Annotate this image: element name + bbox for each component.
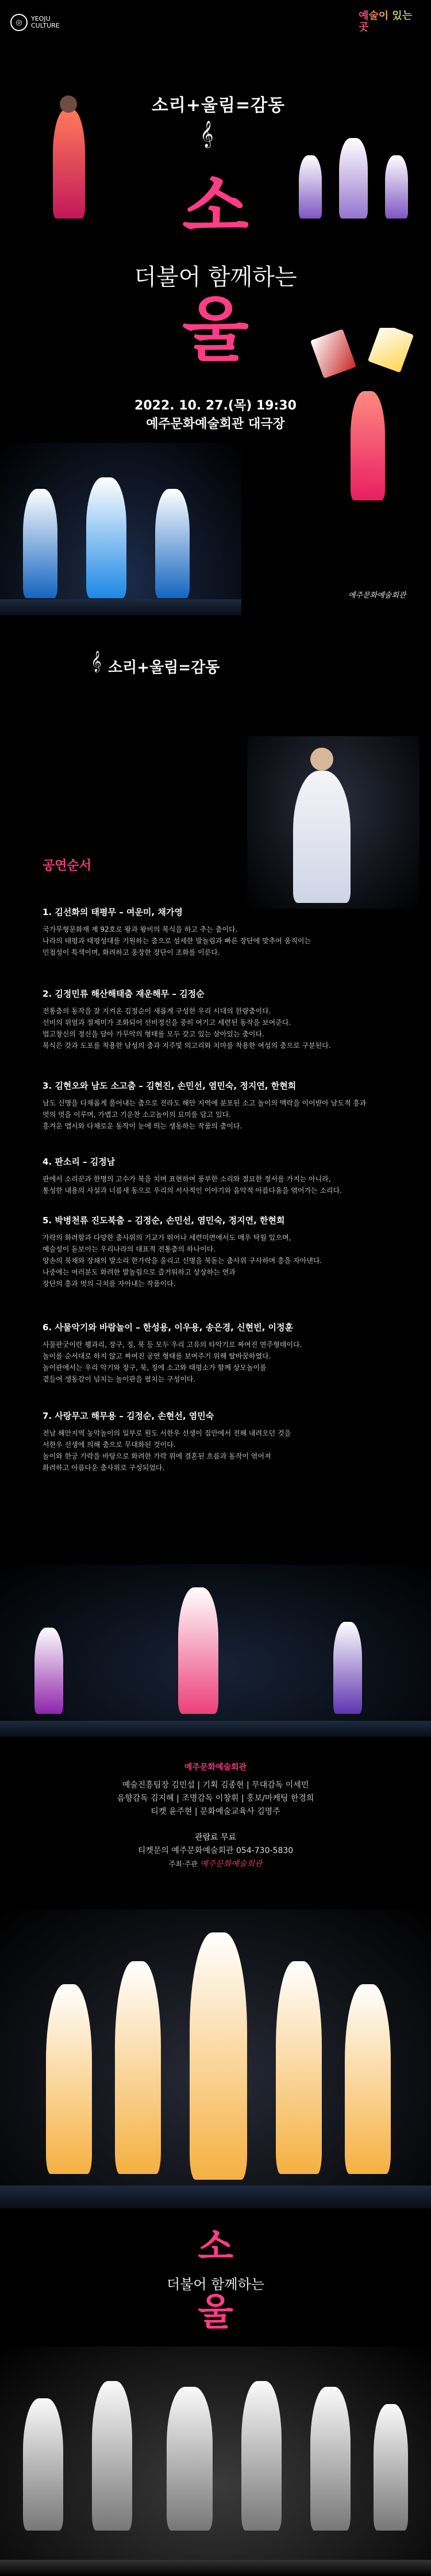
- program-item-title: 2. 김정민류 해산해태춤 재운해무 – 김정순: [43, 989, 205, 999]
- program-item-title: 3. 김현오와 남도 소고춤 – 김현진, 손민선, 염민숙, 정지연, 한현희: [43, 1081, 297, 1091]
- closing-title-so: 소: [198, 2226, 233, 2268]
- dancer-photo-flags: [310, 328, 420, 500]
- brand-logo-text: 예술이 있는 곳: [359, 10, 422, 36]
- credits-block: [0, 1761, 431, 1871]
- closing-photo-grayscale: [0, 2347, 431, 2576]
- logo-mark-icon: ◎: [10, 14, 28, 31]
- program-item: [43, 988, 399, 1051]
- title-subtitle: 더불어 함께하는: [134, 264, 297, 290]
- program-item: [43, 1080, 399, 1132]
- program-item-desc: 국가무형문화재 제 92호로 왕과 왕비의 복식을 하고 추는 춤이다. 나라의 태평과 태평성대를 기원하는 춤으로 섬세한 발놀림과 빠른 장단에 맞추어 움직이는 민첩성이 특색이며, 화려하고 웅장한 장단이 조화를 이룬다.: [43, 925, 311, 956]
- credits-org: 예주문화예술회관: [184, 1763, 247, 1772]
- event-venue: 예주문화예술회관 대극장: [146, 417, 285, 431]
- program-item-desc: 판에서 소리꾼과 한명의 고수가 북을 치며 표현하여 풍부한 소리와 절묘한 정서를 가지는 아니라, 통성한 내용의 사설과 너름새 동으로 우리의 서사적인 이야기와 음악적 아름다움을 엮어가는 소리다.: [43, 1175, 343, 1195]
- program-item: [43, 1156, 399, 1196]
- program-item-desc: 전통춤의 동작을 잘 지켜온 김정순이 새롭게 구성한 우리 시대의 한량춤이다. 선비의 위엄과 절제미가 조화되어 선비정신을 중히 여기고 세련된 동작을 보여준다. 법고창신의 정신을 담아 가무악의 형태를 모두 갖고 있는 살아있는 춤이다. 복식은 갓과 도포를 착용한 남성의 춤과 지주빛 의고리와 치마를 착용한 여성의 춤으로 구분된다.: [43, 1007, 331, 1050]
- program-item-title: 6. 사물악기와 바람놀이 – 한성용, 이우용, 송은경, 신현빈, 이정훈: [43, 1322, 293, 1333]
- ticket-inquiry: 티켓문의 예주문화예술회관 054-730-5830: [137, 1846, 294, 1855]
- music-clef-icon: 𝄞: [200, 121, 214, 147]
- program-item-desc: 가락의 화려함과 다양한 춤사위의 기교가 뛰어나 세련미면에서도 매우 탁월 있으며, 예술성이 돋보이는 우리나라의 대표적 전통춤의 하나이다. 양손의 북채와 장쇄의 발소리 한가락을 울리고 신명을 북돋는 춤사위 구사하며 흥을 자아낸다. 나중에는 여러분도 화려한 발놀림으로 즐거워하고 상상하는 연과 장단의 흥과 멋의 극치를 자아내는 작품이다.: [43, 1234, 322, 1288]
- closing-subtitle: 더불어 함께하는: [167, 2276, 264, 2292]
- poster-signature: 예주문화예술회관: [348, 591, 406, 600]
- program-item: [43, 1322, 399, 1385]
- logo-text: YEOJU CULTURE: [31, 15, 60, 29]
- closing-title-ul: 울: [198, 2291, 233, 2334]
- program-item-title: 7. 사랑무고 해무용 – 김정순, 손현선, 염민숙: [43, 1411, 214, 1421]
- host-label: 주최·주관: [168, 1860, 198, 1868]
- conductor-photo: [247, 736, 420, 909]
- credits-line: 음향감독 김지혜 | 조명감독 이창휘 | 홍보/마케팅 한경희: [117, 1794, 314, 1803]
- ensemble-photo: [0, 1909, 431, 2208]
- program-item: [43, 906, 399, 958]
- music-clef-icon-2: 𝄞: [91, 650, 102, 672]
- program-item: [43, 1215, 399, 1289]
- host-name: 예주문화예술회관: [200, 1859, 263, 1869]
- title-ul: 울: [182, 290, 249, 370]
- title-so: 소: [182, 167, 249, 247]
- program-item-desc: 사물판굿이란 꽹과리, 장구, 징, 북 등 모두 우리 고유의 타악기로 짜여진 연주형태이다. 놀이를 순서대로 하지 않고 짜여진 공연 형태를 보여주기 위해 탈바꿈하였다. 놀이판에서는 우리 악기와 장구, 북, 징에 소고와 태평소가 함께 상모놀이를 곁들여 생동감이 넘치는 놀이판을 펼치는 구성이다.: [43, 1341, 302, 1383]
- drum-dancers-photo: [0, 443, 241, 615]
- brand-logo: [359, 10, 422, 36]
- credits-line: 예술진흥팀장 김민섭 | 기획 김종현 | 무대감독 이세민: [122, 1781, 309, 1790]
- program-item: [43, 1410, 399, 1473]
- admission-label: 관람료 무료: [194, 1833, 237, 1842]
- program-item-title: 5. 박병천류 진도북춤 – 김정순, 손민선, 염민숙, 정지연, 한현희: [43, 1215, 285, 1226]
- tagline: 소리+울림=감동: [151, 95, 286, 116]
- tagline-2: 소리+울림=감동: [108, 659, 220, 676]
- program-heading: 공연순서: [43, 859, 92, 873]
- program-item-title: 4. 판소리 – 김정남: [43, 1157, 116, 1167]
- event-date: 2022. 10. 27.(목) 19:30: [134, 399, 297, 413]
- program-item-desc: 남도 신명을 다채롭게 풀어내는 춤으로 전라도 해안 지역에 분포된 소고 놀이의 맥락을 이어받아 남도적 흥과 멋의 멋을 이루며, 가볍고 기운찬 소고놀이의 묘미를 담고 있다. 흥겨운 맵시와 다채로운 동작이 눈에 띄는 생동하는 작품의 춤이다.: [43, 1099, 367, 1130]
- performance-photo-strip: [0, 1564, 431, 1737]
- program-item-desc: 전남 해안지역 농악놀이의 일부로 원도 서한우 선생이 집안에서 전해 내려오던 것을 서한우 선생에 의해 춤으로 무대화된 것이다. 놀이와 한궁 가락을 바탕으로 화려한 가락 위에 결혼된 흐름과 동작이 엮어져 화려하고 아름다운 춤사위로 구성되었다.: [43, 1429, 291, 1472]
- credits-line: 티켓 윤주현 | 문화예술교육사 김명주: [151, 1807, 280, 1816]
- program-item-title: 1. 김선화의 태평무 – 여운미, 채가영: [43, 907, 183, 917]
- venue-logo: [10, 13, 75, 32]
